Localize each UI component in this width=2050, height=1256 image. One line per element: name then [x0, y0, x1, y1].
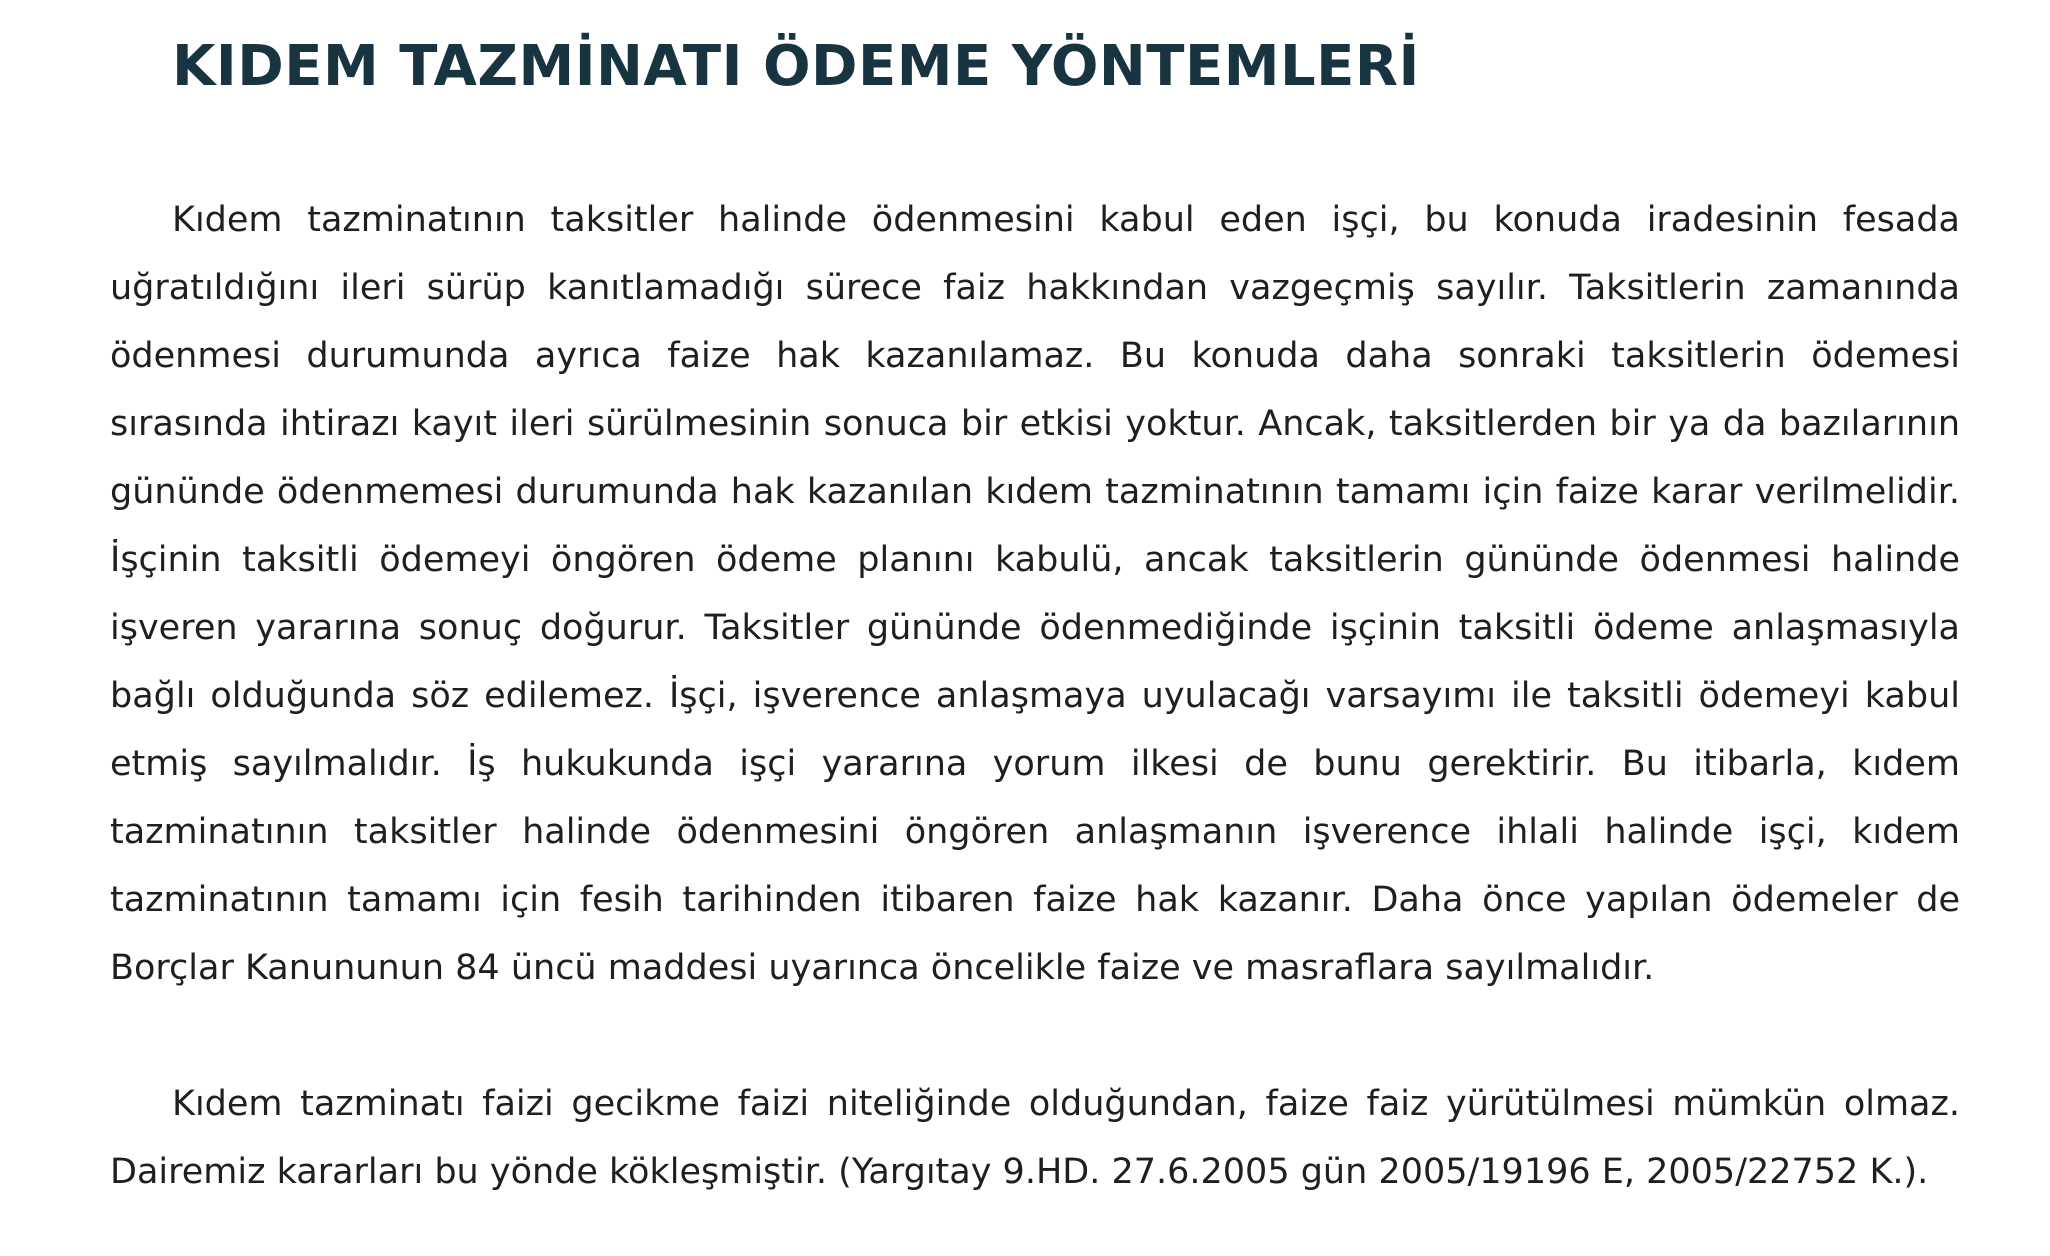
- page-title: KIDEM TAZMİNATI ÖDEME YÖNTEMLERİ: [172, 34, 1420, 99]
- document-body: [110, 186, 1960, 1206]
- paragraph-installment-payment: Kıdem tazminatının taksitler halinde ödenmesini kabul eden işçi, bu konuda iradesinin fesada uğratıldığını ileri sürüp kanıtlamadığı sürece faiz hakkından vazgeçmiş sayılır. Taksitlerin zamanında ödenmesi durumunda ayrıca faize hak kazanılamaz. Bu konuda daha sonraki taksitlerin ödemesi sırasında ihtirazı kayıt ileri sürülmesinin sonuca bir etkisi yoktur. Ancak, taksitlerden bir ya da bazılarının gününde ödenmemesi durumunda hak kazanılan kıdem tazminatının tamamı için faize karar verilmelidir. İşçinin taksitli ödemeyi öngören ödeme planını kabulü, ancak taksitlerin gününde ödenmesi halinde işveren yararına sonuç doğurur. Taksitler gününde ödenmediğinde işçinin taksitli ödeme anlaşmasıyla bağlı olduğunda söz edilemez. İşçi, işverence anlaşmaya uyulacağı varsayımı ile taksitli ödemeyi kabul etmiş sayılmalıdır. İş hukukunda işçi yararına yorum ilkesi de bunu gerektirir. Bu itibarla, kıdem tazminatının taksitler halinde ödenmesini öngören anlaşmanın işverence ihlali halinde işçi, kıdem tazminatının tamamı için fesih tarihinden itibaren faize hak kazanır. Daha önce yapılan ödemeler de Borçlar Kanununun 84 üncü maddesi uyarınca öncelikle faize ve masraflara sayılmalıdır.: [110, 200, 1960, 988]
- paragraph-default-interest: Kıdem tazminatı faizi gecikme faizi niteliğinde olduğundan, faize faiz yürütülmesi mümkün olmaz. Dairemiz kararları bu yönde kökleşmiştir. (Yargıtay 9.HD. 27.6.2005 gün 2005/19196 E, 2005/22752 K.).: [110, 1084, 1960, 1192]
